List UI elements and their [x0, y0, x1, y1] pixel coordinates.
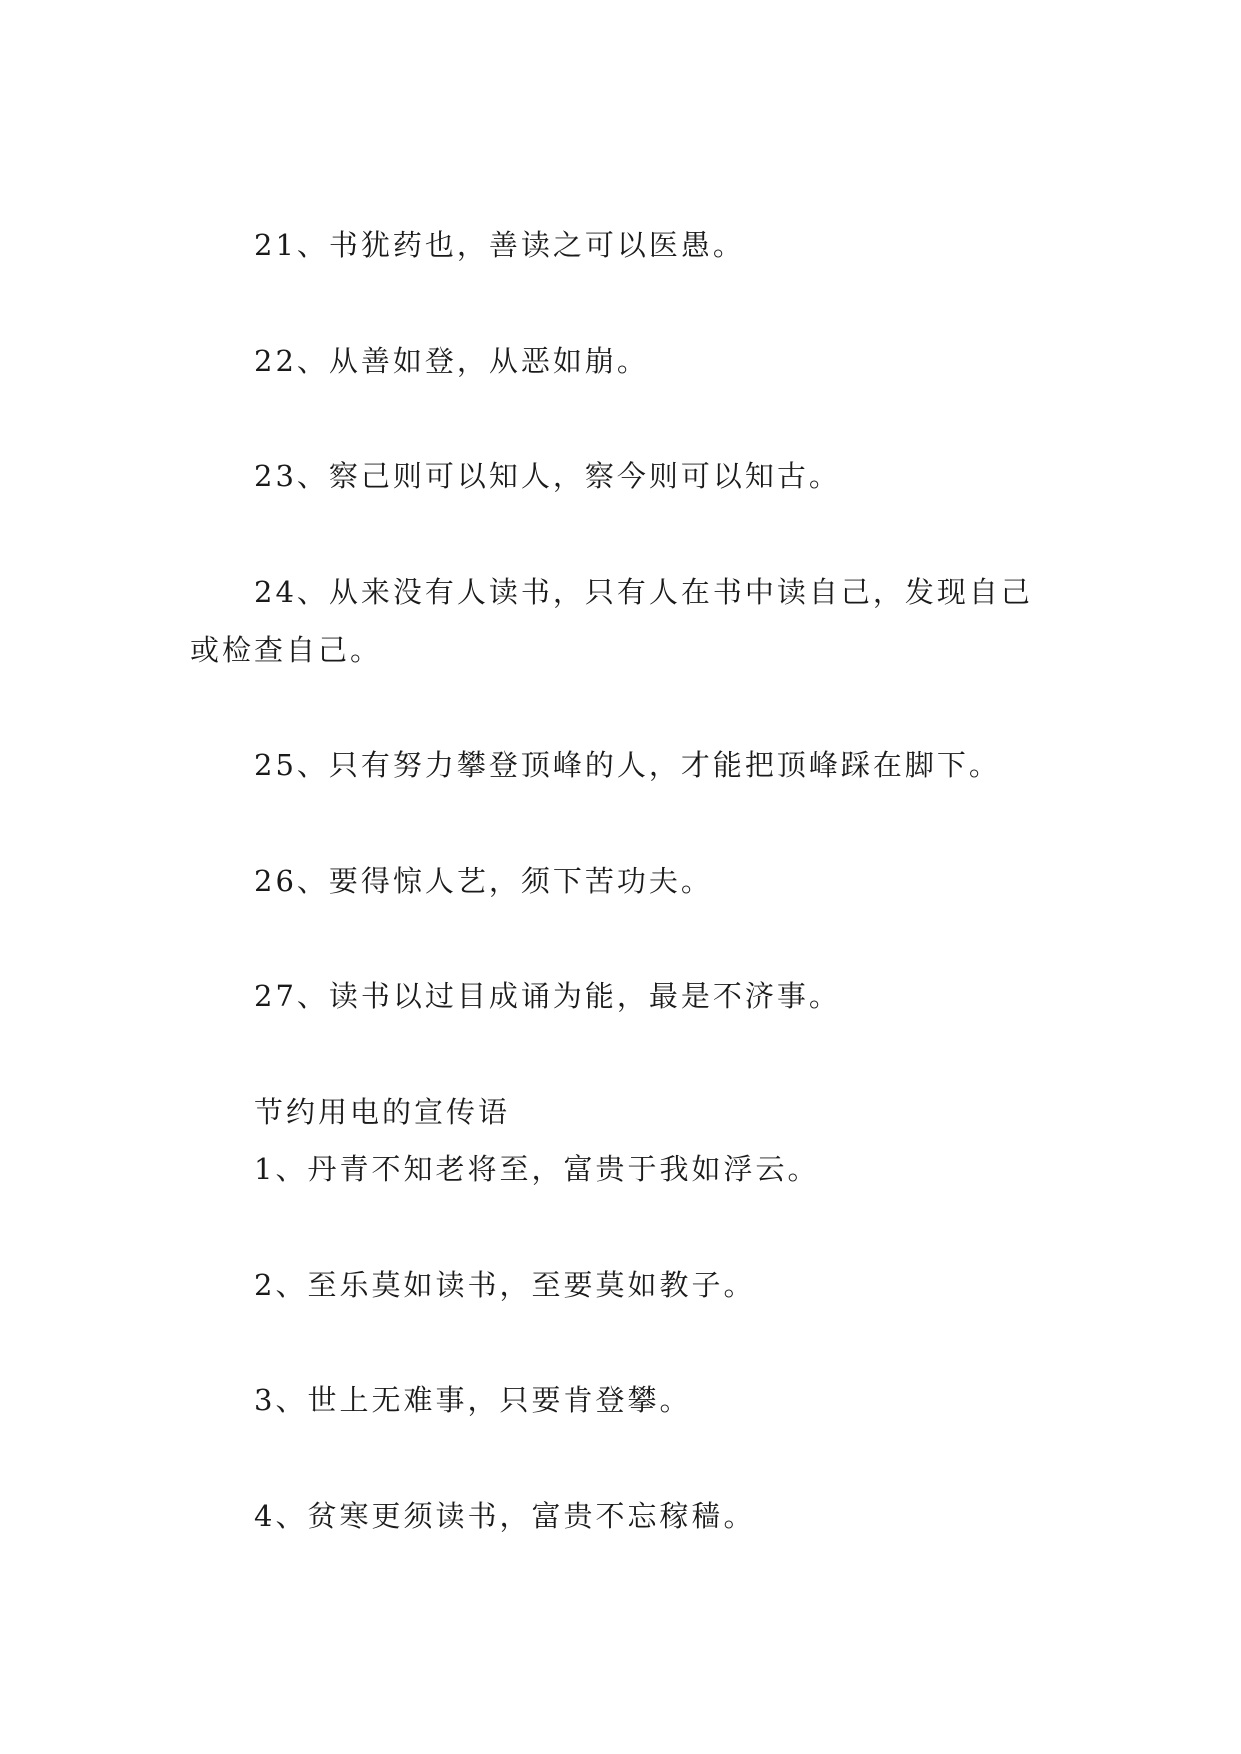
quote-21: 21、书犹药也，善读之可以医愚。 [254, 228, 745, 262]
quote-1: 1、丹青不知老将至，富贵于我如浮云。 [254, 1152, 820, 1186]
quote-24-line-2: 或检查自己。 [190, 633, 383, 667]
quote-23: 23、察己则可以知人，察今则可以知古。 [254, 459, 841, 493]
quote-2: 2、至乐莫如读书，至要莫如教子。 [254, 1268, 756, 1302]
quote-24-line-1: 24、从来没有人读书，只有人在书中读自己，发现自己 [254, 575, 1033, 609]
quote-26: 26、要得惊人艺，须下苦功夫。 [254, 864, 713, 898]
quote-3: 3、世上无难事，只要肯登攀。 [254, 1383, 692, 1417]
quote-4: 4、贫寒更须读书，富贵不忘稼穑。 [254, 1499, 756, 1533]
quote-27: 27、读书以过目成诵为能，最是不济事。 [254, 979, 841, 1013]
quote-22: 22、从善如登，从恶如崩。 [254, 344, 649, 378]
quote-25: 25、只有努力攀登顶峰的人，才能把顶峰踩在脚下。 [254, 748, 1001, 782]
section-heading: 节约用电的宣传语 [254, 1095, 511, 1129]
